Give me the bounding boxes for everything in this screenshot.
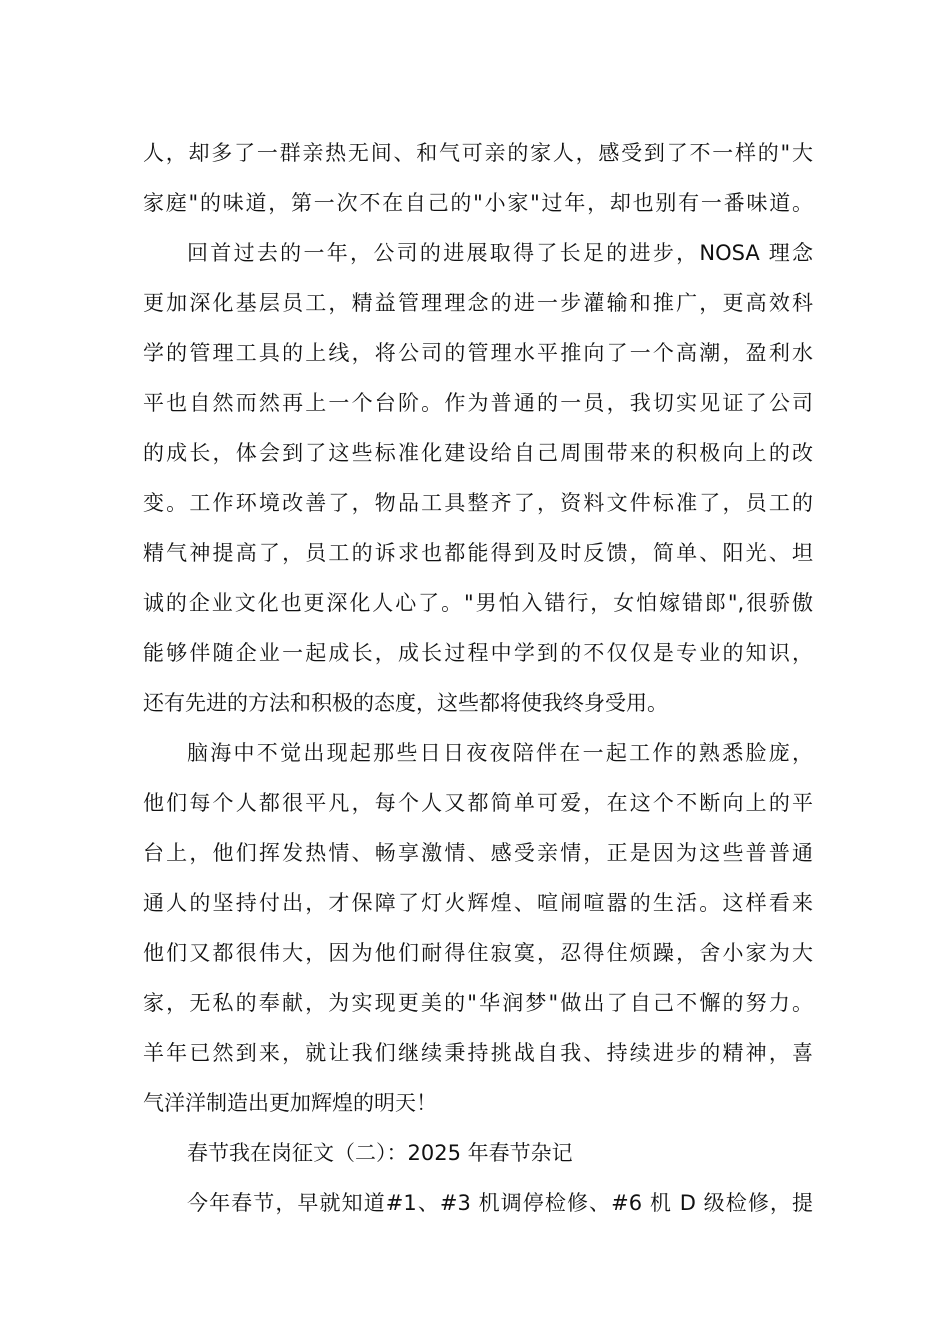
text-line: 变。工作环境改善了，物品工具整齐了，资料文件标准了，员工的 [143,491,813,515]
paragraph-first-line: 回首过去的一年，公司的进展取得了长足的进步，NOSA 理念 [187,241,813,265]
text-line: 台上，他们挥发热情、畅享激情、感受亲情，正是因为这些普普通 [143,841,813,865]
paragraph-last-line: 气洋洋制造出更加辉煌的明天！ [143,1091,437,1115]
text-line: 能够伴随企业一起成长，成长过程中学到的不仅仅是专业的知识， [143,641,813,665]
paragraph-first-line: 今年春节，早就知道#1、#3 机调停检修、#6 机 D 级检修，提 [187,1191,813,1215]
text-line: 家庭"的味道，第一次不在自己的"小家"过年，却也别有一番味道。 [143,191,813,215]
text-line: 他们每个人都很平凡，每个人又都简单可爱，在这个不断向上的平 [143,791,813,815]
text-line: 人，却多了一群亲热无间、和气可亲的家人，感受到了不一样的"大 [143,141,813,165]
text-line: 精气神提高了，员工的诉求也都能得到及时反馈，简单、阳光、坦 [143,541,813,565]
document-body [143,128,813,1228]
paragraph-first-line: 脑海中不觉出现起那些日日夜夜陪伴在一起工作的熟悉脸庞， [187,741,813,765]
text-line: 学的管理工具的上线，将公司的管理水平推向了一个高潮，盈利水 [143,341,813,365]
paragraph-last-line: 还有先进的方法和积极的态度，这些都将使我终身受用。 [143,691,668,715]
text-line: 家，无私的奉献，为实现更美的"华润梦"做出了自己不懈的努力。 [143,991,813,1015]
text-line: 的成长，体会到了这些标准化建设给自己周围带来的积极向上的改 [143,441,813,465]
text-line: 诚的企业文化也更深化人心了。"男怕入错行，女怕嫁错郎",很骄傲 [143,591,813,615]
text-line: 平也自然而然再上一个台阶。作为普通的一员，我切实见证了公司 [143,391,813,415]
text-line: 更加深化基层员工，精益管理理念的进一步灌输和推广，更高效科 [143,291,813,315]
text-line: 通人的坚持付出，才保障了灯火辉煌、喧闹喧嚣的生活。这样看来 [143,891,813,915]
text-line: 他们又都很伟大，因为他们耐得住寂寞，忍得住烦躁，舍小家为大 [143,941,813,965]
section-heading: 春节我在岗征文（二）：2025 年春节杂记 [187,1141,573,1165]
text-line: 羊年已然到来，就让我们继续秉持挑战自我、持续进步的精神，喜 [143,1041,813,1065]
